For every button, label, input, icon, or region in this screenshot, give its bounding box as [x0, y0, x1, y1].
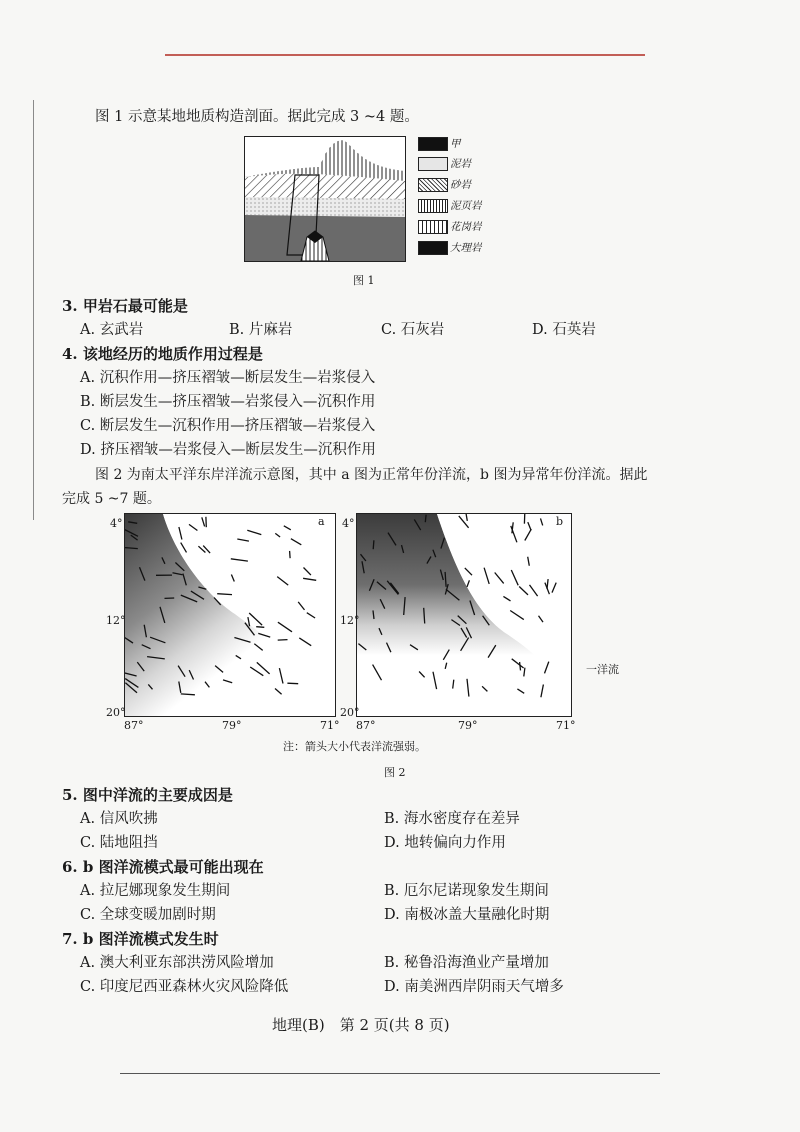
- legend-swatch-granite: [418, 220, 448, 234]
- b-xtick-87: 87°: [356, 719, 376, 732]
- q5-option-b: B. 海水密度存在差异: [384, 811, 520, 827]
- a-ytick-4: 4°: [110, 517, 123, 530]
- figure-2-caption: 图 2: [384, 766, 406, 779]
- left-margin-rule: [33, 100, 34, 520]
- a-xtick-71: 71°: [320, 719, 340, 732]
- question-5-stem: 5. 图中洋流的主要成因是: [62, 786, 233, 804]
- legend-label-jia: 甲: [450, 138, 461, 150]
- legend-swatch-sandstone: [418, 178, 448, 192]
- current-arrow: [373, 540, 374, 549]
- b-ytick-12: 12°: [340, 614, 360, 627]
- question-3-stem: 3. 甲岩石最可能是: [62, 297, 188, 315]
- current-arrow: [287, 683, 298, 684]
- q4-option-a: A. 沉积作用—挤压褶皱—断层发生—岩浆侵入: [80, 370, 376, 386]
- q7-option-d: D. 南美洲西岸阴雨天气增多: [384, 979, 564, 995]
- page-footer: 地理(B) 第 2 页(共 8 页): [272, 1016, 450, 1034]
- legend-label-marble: 大理岩: [450, 242, 482, 254]
- q4-option-b: B. 断层发生—挤压褶皱—岩浆侵入—沉积作用: [80, 394, 376, 410]
- geologic-cross-section: [244, 136, 406, 262]
- q4-option-d: D. 挤压褶皱—岩浆侵入—断层发生—沉积作用: [80, 442, 376, 458]
- intro-q5-7-line1: 图 2 为南太平洋东岸洋流示意图，其中 a 图为正常年份洋流，b 图为异常年份洋流。据此: [95, 467, 648, 483]
- ocean-current-legend: 一洋流: [586, 663, 619, 676]
- q3-option-d: D. 石英岩: [532, 322, 596, 338]
- q7-option-b: B. 秘鲁沿海渔业产量增加: [384, 955, 549, 971]
- q6-option-a: A. 拉尼娜现象发生期间: [80, 883, 231, 899]
- panel-a-label: a: [318, 515, 325, 528]
- a-ytick-12: 12°: [106, 614, 126, 627]
- current-arrow: [524, 514, 525, 524]
- current-arrow: [217, 594, 232, 595]
- legend-swatch-shale: [418, 199, 448, 213]
- legend-swatch-mudstone: [418, 157, 448, 171]
- q7-option-c: C. 印度尼西亚森林火灾风险降低: [80, 979, 289, 995]
- b-xtick-79: 79°: [458, 719, 478, 732]
- q5-option-a: A. 信风吹拂: [80, 811, 158, 827]
- a-xtick-79: 79°: [222, 719, 242, 732]
- legend-label-granite: 花岗岩: [450, 221, 482, 233]
- ocean-current-map-b: [356, 513, 572, 717]
- q3-option-c: C. 石灰岩: [381, 322, 445, 338]
- legend-label-sandstone: 砂岩: [450, 179, 471, 191]
- b-ytick-4: 4°: [342, 517, 355, 530]
- map-a-drawing: [125, 514, 335, 716]
- cross-section-drawing: [245, 137, 405, 261]
- figure-1-caption: 图 1: [353, 274, 375, 287]
- current-arrow: [181, 694, 195, 695]
- b-ytick-20: 20°: [340, 706, 360, 719]
- current-arrow: [278, 640, 288, 641]
- intro-q5-7-line2: 完成 5 ~7 题。: [62, 491, 161, 507]
- legend-label-shale: 泥页岩: [450, 200, 482, 212]
- question-7-stem: 7. b 图洋流模式发生时: [62, 930, 219, 948]
- legend-swatch-marble: [418, 241, 448, 255]
- q7-option-a: A. 澳大利亚东部洪涝风险增加: [80, 955, 274, 971]
- current-arrow: [290, 551, 291, 558]
- q3-option-a: A. 玄武岩: [80, 322, 144, 338]
- q6-option-b: B. 厄尔尼诺现象发生期间: [384, 883, 549, 899]
- legend-label-mudstone: 泥岩: [450, 158, 471, 170]
- current-arrow: [256, 627, 264, 628]
- q6-option-d: D. 南极冰盖大量融化时期: [384, 907, 550, 923]
- a-xtick-87: 87°: [124, 719, 144, 732]
- q4-option-c: C. 断层发生—沉积作用—挤压褶皱—岩浆侵入: [80, 418, 376, 434]
- figure-2-note: 注：箭头大小代表洋流强弱。: [283, 740, 426, 753]
- a-ytick-20: 20°: [106, 706, 126, 719]
- q3-option-b: B. 片麻岩: [229, 322, 293, 338]
- ocean-current-map-a: [124, 513, 336, 717]
- question-4-stem: 4. 该地经历的地质作用过程是: [62, 345, 263, 363]
- top-rule: [165, 54, 645, 56]
- question-6-stem: 6. b 图洋流模式最可能出现在: [62, 858, 264, 876]
- bottom-rule: [120, 1073, 660, 1074]
- q6-option-c: C. 全球变暖加剧时期: [80, 907, 216, 923]
- current-arrow: [520, 662, 521, 670]
- intro-q3-4: 图 1 示意某地地质构造剖面。据此完成 3 ~4 题。: [95, 109, 419, 125]
- legend-swatch-jia: [418, 137, 448, 151]
- q5-option-d: D. 地转偏向力作用: [384, 835, 506, 851]
- panel-b-label: b: [556, 515, 564, 528]
- map-b-drawing: [357, 514, 571, 716]
- b-xtick-71: 71°: [556, 719, 576, 732]
- q5-option-c: C. 陆地阻挡: [80, 835, 158, 851]
- current-arrow: [425, 515, 426, 523]
